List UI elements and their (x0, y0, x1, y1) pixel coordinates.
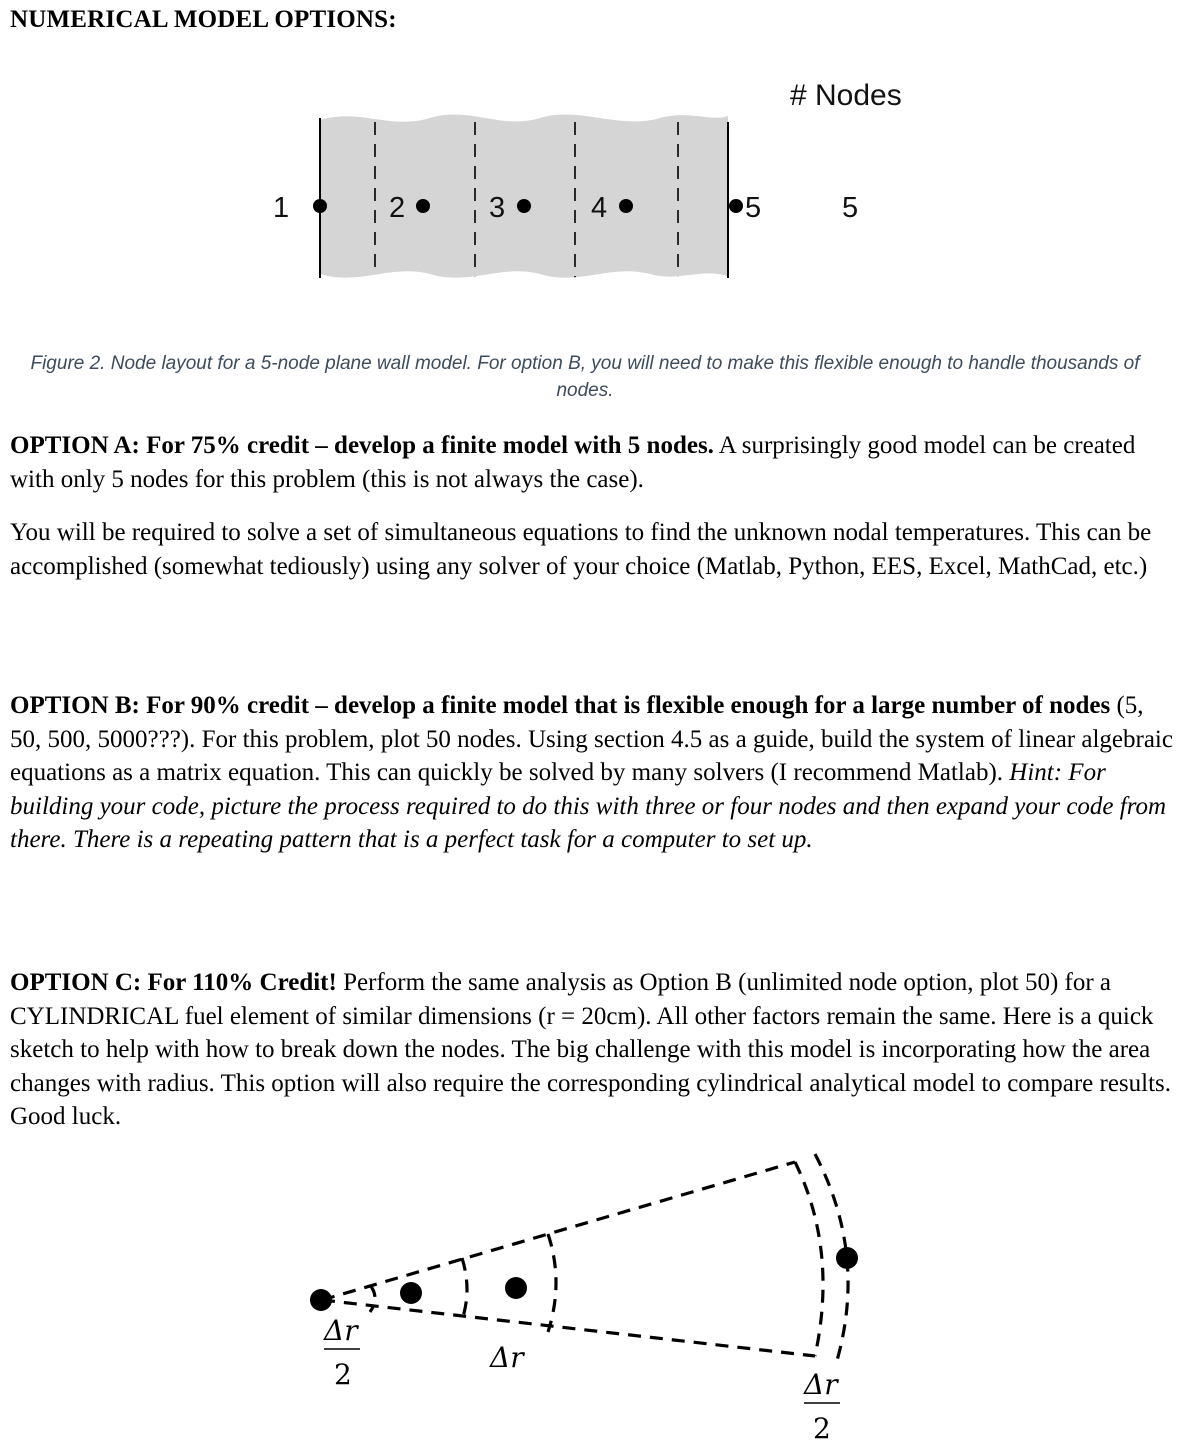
cv-boundary-arc (462, 1258, 467, 1320)
node-label: 3 (489, 192, 506, 224)
cv-boundary-arc (548, 1234, 556, 1332)
node-dot (505, 1277, 527, 1299)
option-c-paragraph (10, 966, 1175, 1134)
center-node-dot (310, 1289, 332, 1311)
node-dot (400, 1282, 422, 1304)
option-c-heading: OPTION C: For 110% Credit! (10, 969, 337, 996)
outer-half-delta-r-numerator: Δr (804, 1368, 838, 1401)
node-label: 4 (591, 192, 608, 224)
outer-half-delta-r-denominator: 2 (813, 1412, 831, 1445)
option-a-paragraph (10, 429, 1175, 496)
figure-caption: Figure 2. Node layout for a 5-node plane wall model. For option B, you will need to make this flexible enough to handle thousands of nodes. (30, 353, 1140, 401)
page-heading: NUMERICAL MODEL OPTIONS: (10, 6, 397, 33)
wall-body (320, 115, 728, 278)
half-delta-r-numerator: Δr (324, 1314, 358, 1347)
node-label: 2 (389, 192, 406, 224)
option-b-hint: Hint: For building your code, picture the process required to do this with three or four nodes and then expand your code from there. There is a repeating pattern that is a perfect task for a computer to set up. (10, 759, 1167, 854)
delta-r-label: Δr (490, 1341, 524, 1374)
node-dot-2 (416, 199, 430, 213)
nodes-column-header: # Nodes (790, 79, 902, 112)
option-b-paragraph (10, 689, 1175, 857)
node-dot-5 (729, 199, 743, 213)
option-a-text: A surprisingly good model can be created with only 5 nodes for this problem (this is not always the case). (10, 432, 1136, 493)
half-delta-r-denominator: 2 (334, 1358, 352, 1391)
node-label: 1 (273, 192, 290, 224)
node-label: 5 (745, 192, 762, 224)
cv-boundary-arc (370, 1285, 375, 1312)
node-dot-1 (313, 199, 327, 213)
cylindrical-sketch (0, 1140, 1190, 1452)
option-b-heading: OPTION B: For 90% credit – develop a finite model that is flexible enough for a large number of nodes (10, 692, 1111, 719)
wedge-upper-edge (322, 1162, 795, 1300)
wedge-lower-edge (322, 1300, 815, 1356)
option-c-text: Perform the same analysis as Option B (unlimited node option, plot 50) for a CYLINDRICAL fuel element of similar dimensions (r = 20cm). All other factors remain the same. Here is a quick sketch to help with how to break down the nodes. The big challenge with this model is incorporating how the area changes with radius. This option will also require the corresponding cylindrical analytical model to compare results. Good luck. (10, 969, 1172, 1131)
outer-node-dot (836, 1247, 858, 1269)
option-a-heading: OPTION A: For 75% credit – develop a finite model with 5 nodes. (10, 432, 714, 459)
plane-wall-figure (0, 60, 1190, 300)
node-dot-4 (619, 199, 633, 213)
node-dot-3 (517, 199, 531, 213)
option-b-text: (5, 50, 500, 5000???). For this problem, plot 50 nodes. Using section 4.5 as a guide, build the system of linear algebraic equations as a matrix equation. This can quickly be solved by many solvers (I recommend Matlab). (10, 692, 1173, 787)
outer-boundary-arc (795, 1162, 823, 1356)
nodes-count-value: 5 (842, 192, 859, 224)
option-a-paragraph-2: You will be required to solve a set of simultaneous equations to find the unknown nodal temperatures. This can be accomplished (somewhat tediously) using any solver of your choice (Matlab, Python, EES, Excel, MathCad, etc.) (10, 519, 1152, 580)
